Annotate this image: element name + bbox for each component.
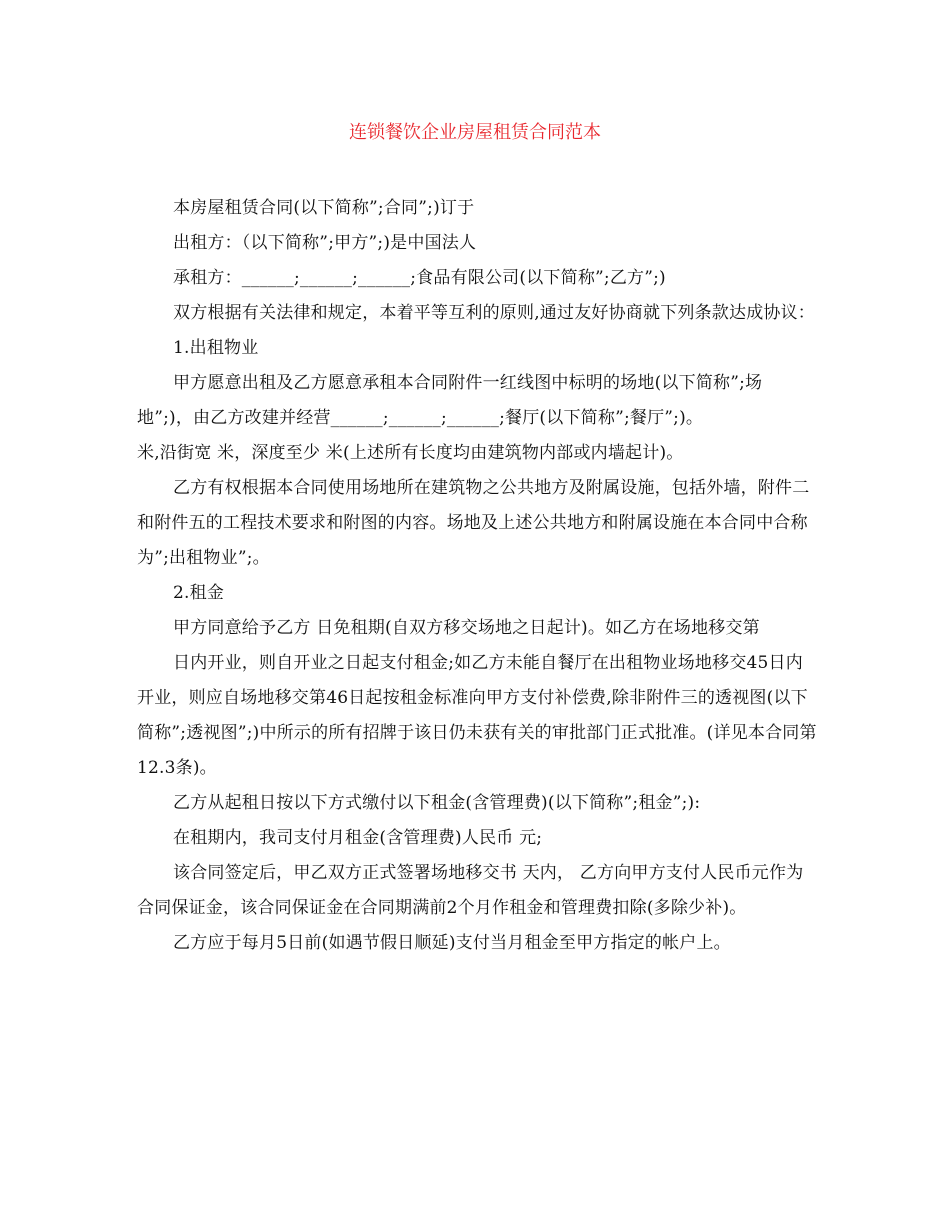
paragraph-deposit: 该合同签定后，甲乙双方正式签署场地移交书 天内， 乙方向甲方支付人民币元作为合同保证金，该合同保证金在合同期满前2个月作租金和管理费扣除(多除少补)。 <box>137 863 804 918</box>
paragraph-payment-date: 乙方应于每月5日前(如遇节假日顺延)支付当月租金至甲方指定的帐户上。 <box>173 933 731 953</box>
paragraph-monthly-rent: 在租期内，我司支付月租金(含管理费)人民币 元; <box>173 828 543 848</box>
paragraph-rent-free-period: 甲方同意给予乙方 日免租期(自双方移交场地之日起计)。如乙方在场地移交第 <box>173 618 760 638</box>
paragraph-dimensions: 米,沿街宽 米，深度至少 米(上述所有长度均由建筑物内部或内墙起计)。 <box>137 443 684 463</box>
paragraph-lessor: 出租方：（以下简称”;甲方”;)是中国法人 <box>173 233 477 253</box>
paragraph-opening-terms: 日内开业，则自开业之日起支付租金;如乙方未能自餐厅在出租物业场地移交45日内开业，则应自场地移交第46日起按租金标准向甲方支付补偿费,除非附件三的透视图(以下简称”;透视图”;)中所示的所有招牌于该日仍未获有关的审批部门正式批准。(详见本合同第12.3条)。 <box>137 653 817 778</box>
paragraph-lessee: 承租方：______;______;______;食品有限公司(以下简称”;乙方”;) <box>173 268 666 288</box>
paragraph-lease-site: 甲方愿意出租及乙方愿意承租本合同附件一红线图中标明的场地(以下简称”;场地”;)，由乙方改建并经营______;______;______;餐厅(以下简称”;餐厅”;)。 <box>137 373 763 428</box>
document-title: 连锁餐饮企业房屋租赁合同范本 <box>349 122 601 143</box>
paragraph-agreement: 双方根据有关法律和规定，本着平等互利的原则,通过友好协商就下列条款达成协议： <box>173 303 816 323</box>
section-heading-leased-property: 1.出租物业 <box>173 338 259 358</box>
paragraph-rent-payment-method: 乙方从起租日按以下方式缴付以下租金(含管理费)(以下简称”;租金”;): <box>173 793 701 813</box>
paragraph-public-facilities: 乙方有权根据本合同使用场地所在建筑物之公共地方及附属设施，包括外墙，附件二和附件五的工程技术要求和附图的内容。场地及上述公共地方和附属设施在本合同中合称为”;出租物业”;。 <box>137 478 810 568</box>
section-heading-rent: 2.租金 <box>173 583 225 603</box>
document-body <box>137 191 817 961</box>
paragraph-contract-intro: 本房屋租赁合同(以下简称”;合同”;)订于 <box>173 198 475 218</box>
